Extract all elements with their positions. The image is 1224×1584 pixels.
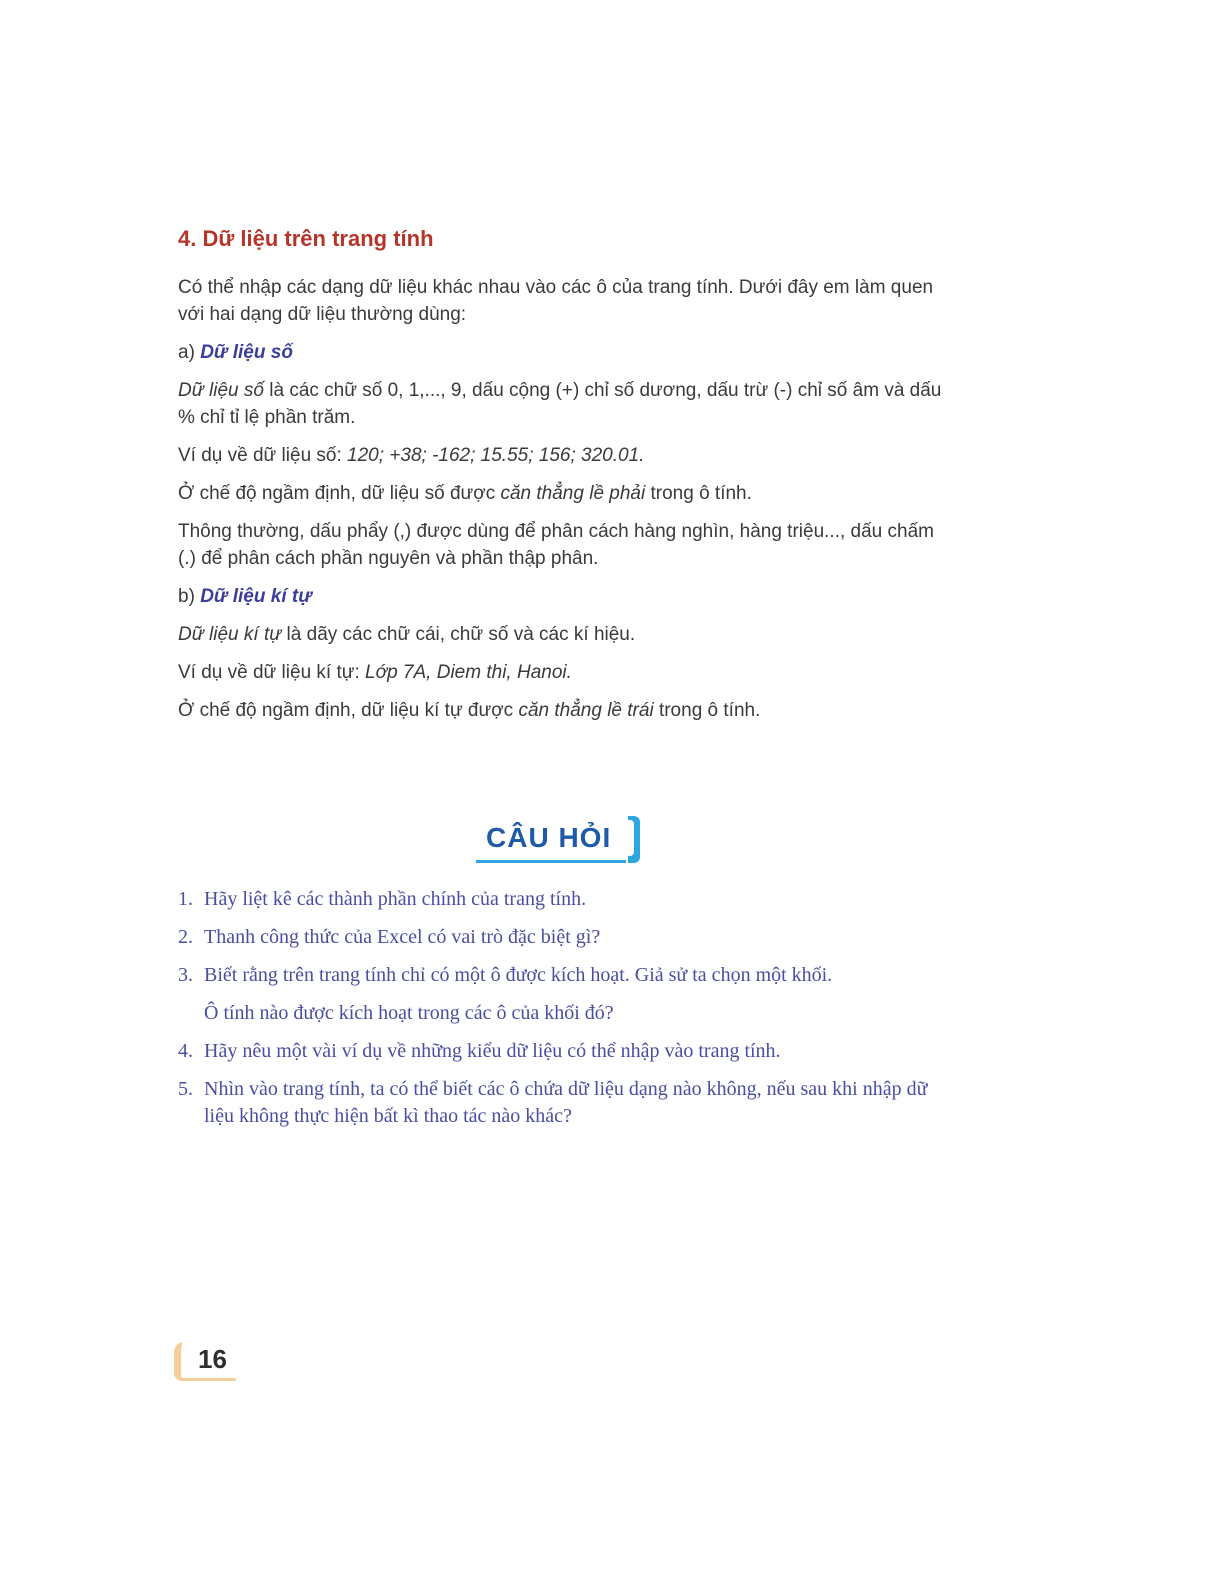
numeric-example	[178, 442, 950, 469]
question-text: Nhìn vào trang tính, ta có thể biết các ô chứa dữ liệu dạng nào không, nếu sau khi nhập dữ liệu không thực hiện bất kì thao tác nào khác?	[204, 1078, 928, 1127]
numeric-example-label: Ví dụ về dữ liệu số:	[178, 445, 348, 466]
numeric-default-pre: Ở chế độ ngầm định, dữ liệu số được	[178, 483, 501, 504]
numeric-example-values: 120; +38; -162; 15.55; 156; 320.01.	[347, 445, 645, 466]
question-text-block	[204, 962, 950, 1027]
intro-paragraph: Có thể nhập các dạng dữ liệu khác nhau vào các ô của trang tính. Dưới đây em làm quen với hai dạng dữ liệu thường dùng:	[178, 277, 934, 325]
question-item	[178, 1038, 950, 1065]
questions-heading-bracket	[628, 816, 640, 863]
page-number-bracket	[174, 1342, 193, 1381]
separator-paragraph: Thông thường, dấu phẩy (,) được dùng để phân cách hàng nghìn, hàng triệu..., dấu chấm (.) để phân cách phần nguyên và phần thập phân.	[178, 521, 934, 569]
question-text: Hãy nêu một vài ví dụ về những kiểu dữ liệu có thể nhập vào trang tính.	[204, 1040, 781, 1062]
text-example-label: Ví dụ về dữ liệu kí tự:	[178, 662, 366, 683]
question-number: 5.	[178, 1078, 193, 1100]
question-number: 3.	[178, 964, 193, 986]
question-item	[178, 924, 950, 951]
subsection-a-heading	[178, 339, 950, 366]
page-number-underline	[180, 1378, 236, 1381]
text-example-values: Lớp 7A, Diem thi, Hanoi.	[365, 662, 572, 683]
question-number: 1.	[178, 888, 193, 910]
numeric-default-post: trong ô tính.	[645, 483, 752, 504]
text-term: Dữ liệu kí tự	[178, 624, 282, 645]
numeric-definition	[178, 377, 950, 431]
text-definition-text: là dãy các chữ cái, chữ số và các kí hiệu.	[281, 624, 636, 645]
questions-heading: CÂU HỎI	[486, 822, 612, 853]
question-text: Biết rằng trên trang tính chỉ có một ô được kích hoạt. Giả sử ta chọn một khối.	[204, 964, 833, 986]
subsection-b-heading	[178, 583, 950, 610]
section-title: 4. Dữ liệu trên trang tính	[178, 226, 434, 251]
text-definition	[178, 621, 950, 648]
question-item	[178, 962, 950, 1027]
page-number: 16	[198, 1344, 227, 1374]
section-content	[178, 226, 950, 735]
question-text: Thanh công thức của Excel có vai trò đặc biệt gì?	[204, 926, 601, 948]
numeric-default-em: căn thẳng lề phải	[500, 483, 646, 504]
numeric-default-alignment	[178, 480, 950, 507]
question-item	[178, 886, 950, 913]
question-item	[178, 1076, 950, 1130]
questions-heading-badge	[476, 816, 642, 864]
question-text-line2: Ô tính nào được kích hoạt trong các ô của khối đó?	[204, 1002, 614, 1024]
question-number: 2.	[178, 926, 193, 948]
text-default-alignment	[178, 697, 950, 724]
subsection-a-prefix: a)	[178, 342, 201, 363]
page-number-tab	[174, 1340, 236, 1382]
questions-list	[178, 886, 950, 1141]
numeric-definition-text: là các chữ số 0, 1,..., 9, dấu cộng (+) chỉ số dương, dấu trừ (-) chỉ số âm và dấu % chỉ tỉ lệ phần trăm.	[178, 380, 942, 428]
subsection-b-prefix: b)	[178, 586, 201, 607]
text-default-em: căn thẳng lề trái	[518, 700, 654, 721]
question-text: Hãy liệt kê các thành phần chính của trang tính.	[204, 888, 587, 910]
numeric-term: Dữ liệu số	[178, 380, 264, 401]
text-default-pre: Ở chế độ ngầm định, dữ liệu kí tự được	[178, 700, 519, 721]
text-default-post: trong ô tính.	[653, 700, 761, 721]
question-number: 4.	[178, 1040, 193, 1062]
subsection-b-title: Dữ liệu kí tự	[200, 586, 312, 607]
text-example	[178, 659, 950, 686]
subsection-a-title: Dữ liệu số	[200, 342, 293, 363]
